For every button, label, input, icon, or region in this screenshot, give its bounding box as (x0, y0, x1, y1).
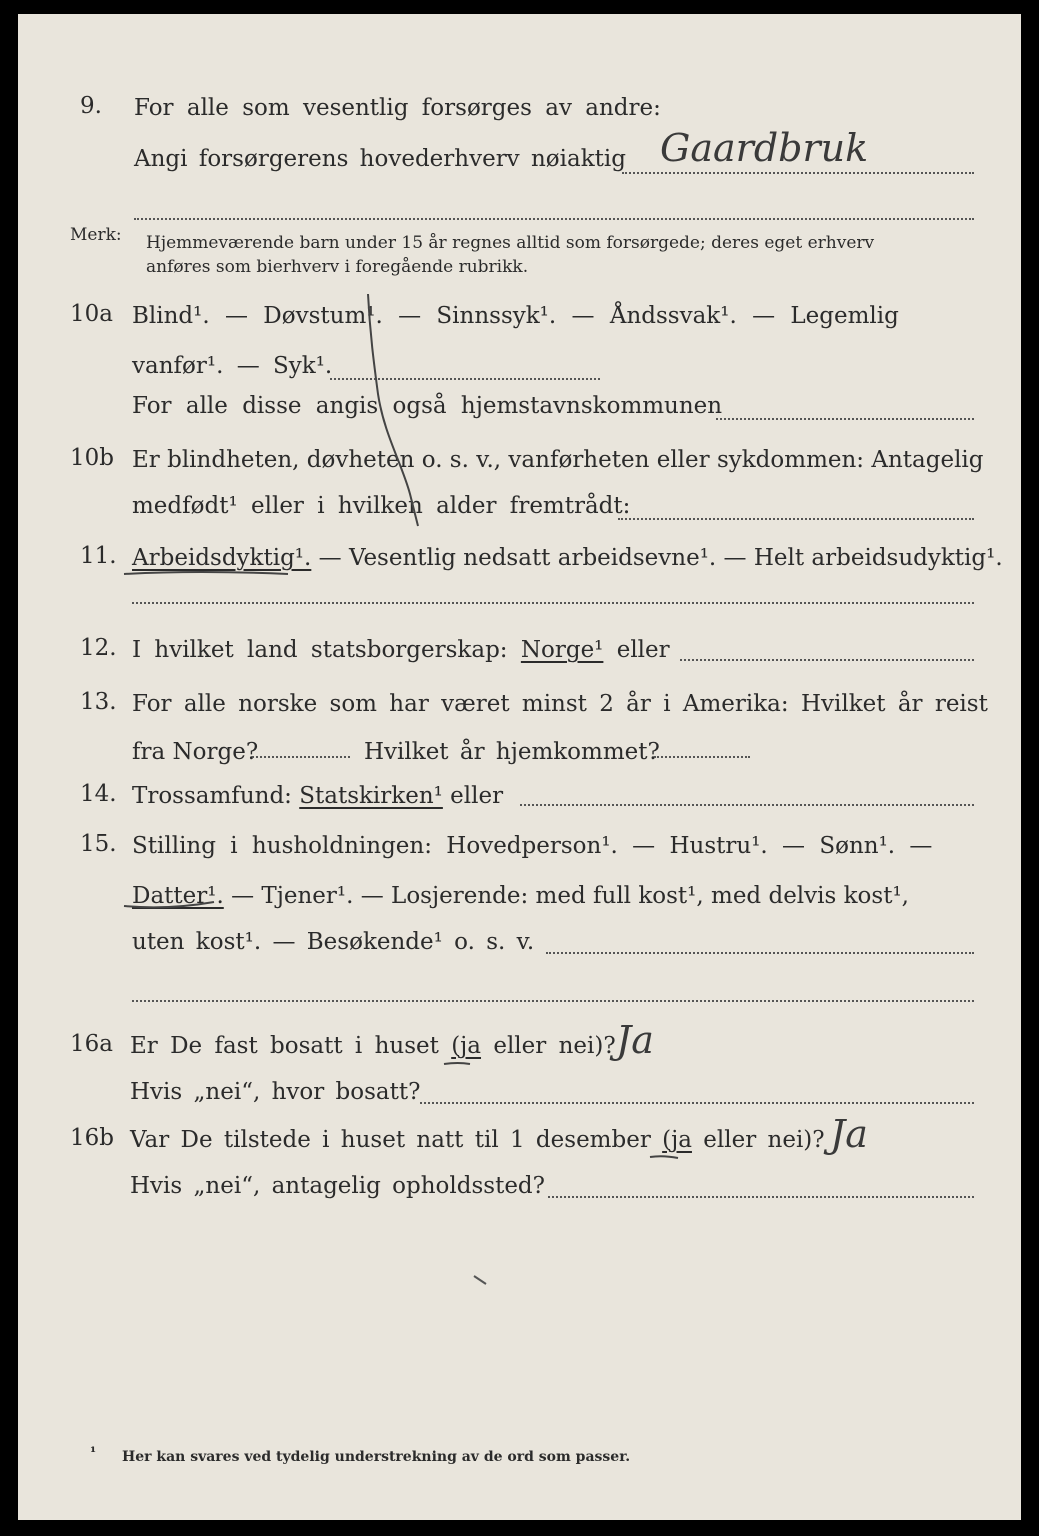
q16b-line2: Hvis „nei“, antagelig opholdssted? (130, 1173, 545, 1199)
merk-label: Merk: (70, 225, 122, 245)
q15-line1: Stilling i husholdningen: Hovedperson¹. — Hustru¹. — Sønn¹. — (132, 833, 933, 859)
q9-line1: For alle som vesentlig forsørges av andre: (134, 95, 661, 121)
census-form-page (18, 14, 1021, 1520)
pen-strokes (18, 14, 1021, 1520)
q14-number: 14. (80, 781, 117, 807)
q12-line: I hvilket land statsborgerskap: Norge¹ eller (132, 637, 670, 663)
q10a-line2: vanfør¹. — Syk¹. (132, 353, 333, 379)
q9-line2: Angi forsørgerens hovederhverv nøiaktig (134, 146, 626, 172)
q10b-line1: Er blindheten, døvheten o. s. v., vanførheten eller sykdommen: Antagelig (132, 447, 984, 473)
q13-number: 13. (80, 689, 117, 715)
q11-number: 11. (80, 543, 117, 569)
q12-number: 12. (80, 635, 117, 661)
q9-number: 9. (80, 93, 102, 119)
q10a-line3: For alle disse angis også hjemstavnskommunen (132, 393, 723, 419)
merk-line2: anføres som bierhverv i foregående rubrikk. (146, 257, 529, 277)
q10a-line1: Blind¹. — Døvstum¹. — Sinnssyk¹. — Åndssvak¹. — Legemlig (132, 303, 899, 329)
q16b-number: 16b (70, 1125, 114, 1151)
q13-line1: For alle norske som har været minst 2 år i Amerika: Hvilket år reist (132, 691, 988, 717)
footnote-mark: ¹ (90, 1445, 97, 1461)
q10a-number: 10a (70, 301, 113, 327)
q16b-handwritten-answer: Ja (830, 1112, 868, 1156)
q15-line2: Datter¹. — Tjener¹. — Losjerende: med full kost¹, med delvis kost¹, (132, 883, 909, 909)
q13-line2a: fra Norge? (132, 739, 259, 765)
q11-option-underlined: Arbeidsdyktig¹. (132, 545, 312, 571)
q16a-line1: Er De fast bosatt i huset (ja eller nei)? (130, 1033, 616, 1059)
q10b-line2: medfødt¹ eller i hvilken alder fremtrådt: (132, 493, 631, 519)
q16a-line2: Hvis „nei“, hvor bosatt? (130, 1079, 421, 1105)
footnote-text: Her kan svares ved tydelig understrekning av de ord som passer. (122, 1449, 631, 1465)
q15-option-underlined: Datter¹. (132, 883, 224, 909)
q10b-number: 10b (70, 445, 114, 471)
q14-option-underlined: Statskirken¹ (299, 783, 443, 809)
q16b-line1: Var De tilstede i huset natt til 1 desember (ja eller nei)? (130, 1127, 825, 1153)
q16b-option-underlined: (ja (662, 1127, 692, 1153)
q9-handwritten-answer: Gaardbruk (660, 126, 869, 170)
q13-line2b: Hvilket år hjemkommet? (364, 739, 660, 765)
q15-number: 15. (80, 831, 117, 857)
q15-line3: uten kost¹. — Besøkende¹ o. s. v. (132, 929, 535, 955)
q16a-number: 16a (70, 1031, 113, 1057)
q14-line: Trossamfund: Statskirken¹ eller (132, 783, 504, 809)
q11-rest: — Vesentlig nedsatt arbeidsevne¹. — Helt arbeidsudyktig¹. (311, 545, 1003, 571)
q16a-option-underlined: (ja (451, 1033, 482, 1059)
q16a-handwritten-answer: Ja (616, 1018, 654, 1062)
merk-line1: Hjemmeværende barn under 15 år regnes alltid som forsørgede; deres eget erhverv (146, 233, 875, 253)
q12-option-underlined: Norge¹ (520, 637, 604, 663)
